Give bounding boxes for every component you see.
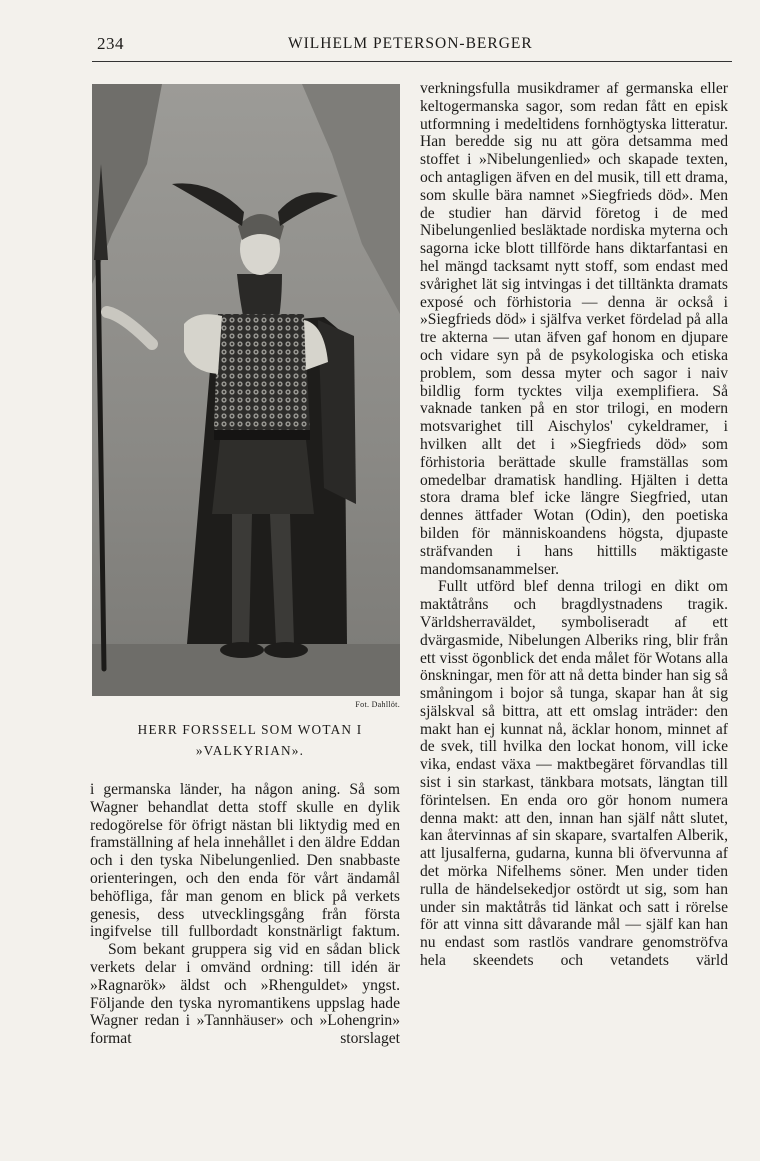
right-column — [420, 80, 728, 970]
body-paragraph: i germanska länder, ha någon aning. Så som Wagner behandlat detta stoff skulle en dylik redogörelse för öfrigt nästan bli liktydig med en framställning af hela innehållet i den äldre Eddan och i den tyska Nibelungenlied. Den snabbaste orienteringen, och den enda för vårt ändamål behöfliga, får man genom en blick på verkets genesis, dess utvecklingsgång från första ingifvelse till fullbordadt konstnärligt faktum. — [90, 781, 400, 941]
page-number: 234 — [97, 34, 124, 53]
wotan-photograph — [92, 84, 400, 696]
body-paragraph: verkningsfulla musikdramer af germanska eller keltogermanska sagor, som redan fått en episk utformning i medeltidens fornhögtyska litteratur. Han beredde sig nu att göra detsamma med stoffet i »Nibelungenlied» och skapade texten, och antagligen äfven en del musik, till ett drama, som skulle bära namnet »Siegfrieds död». Men de studier han därvid företog i de med Nibelungenlied besläktade nordiska myterna och sagorna icke blott tillförde hans diktarfantasi en hel mängd tacksamt nytt stoff, som endast med svårighet lät sig intvingas i det tilltänkta dramats exposé och förhistoria — denna är också i »Siegfrieds död» i själfva verket fördelad på alla tre akterna — utan äfven gaf honom en djupare och vidare syn på de psykologiska och etiska problem, som dessa myter och sagor i naiv bildlig form tycktes vilja exemplifiera. Så vaknade tanken på en stor trilogi, en modern motsvarighet till Aischylos' cykeldramer, i hvilken allt det i »Siegfrieds död» som förhistoria berättade skulle framställas som omedelbar dramatisk handling. Hjälten i detta stora drama blef icke längre Siegfried, utan dennes ättfader Wotan (Odin), den poetiska bilden för människoandens högsta, djupaste sträfvanden i hans hittills mäktigaste mandomsanammelser. — [420, 80, 728, 578]
photo-credit: Fot. Dahllöt. — [355, 700, 400, 709]
body-paragraph: Fullt utförd blef denna trilogi en dikt om maktåtråns och bragdlystnadens tragik. Världsherraväldet, symboliseradt af ett dvärgasmide, Nibelungen Alberiks ring, blir från ett visst ögonblick det enda målet för Wotans alla önskningar, men för att nå detta binder han sig så småningom i bojor så tunga, skapar han åt sig själskval så bittra, att ett omslag inträder: den makt han ej kunnat nå, äcklar honom, minnet af de svek, till hvilka den lockat honom, vill icke vika, endast växa — maktbegäret förvandlas till sist i sin starkast, tänkbara motsats, längtan till förintelsen. En enda oro gör honom numera denna makt: att den, innan han själf nått slutet, kan återvinnas af sin skapare, svartalfen Alberik, att ljusalferna, gudarna, kunna bli öfvervunna af det mörka Nifelhems söner. Men under tiden rulla de händelsekedjor ostördt ut sig, som han under sin maktåtrås tid länkat och satt i rörelse för att vinna sitt dåvarande mål — själf kan han nu endast som rastlös vandrare genomströfva hela skeendets och vetandets värld — [420, 578, 728, 970]
left-column — [90, 781, 400, 1048]
header-rule — [92, 61, 732, 62]
figure-caption — [92, 719, 408, 761]
body-paragraph: Som bekant gruppera sig vid en sådan blick verkets delar i omvänd ordning: till idén är »Ragnarök» äldst och »Rhenguldet» yngst. Följande den tyska nyromantikens uppslag hade Wagner redan i »Tannhäuser» och »Lohengrin» format storslaget — [90, 941, 400, 1048]
caption-line-2: »VALKYRIAN». — [195, 743, 305, 758]
wotan-figure-illustration — [92, 84, 400, 696]
running-head: WILHELM PETERSON-BERGER — [288, 35, 533, 52]
caption-line-1: HERR FORSSELL SOM WOTAN I — [137, 722, 363, 737]
